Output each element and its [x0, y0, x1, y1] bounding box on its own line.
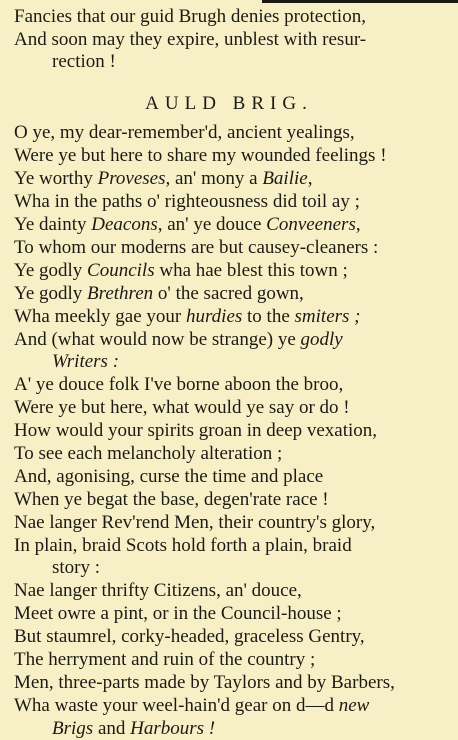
text-segment: Nae langer Rev'rend Men, their country's glory,: [14, 512, 376, 533]
text-segment: And (what would now be strange) ye: [14, 329, 301, 350]
top-line-2: And soon may they expire, unblest with resur-: [14, 29, 367, 50]
italic-segment: hurdies: [185, 306, 243, 327]
text-segment: , an' ye douce: [157, 214, 267, 235]
poem-line: [14, 489, 329, 511]
top-rule: [262, 0, 458, 3]
text-segment: But staumrel, corky-headed, graceless Gentry,: [14, 626, 365, 647]
text-segment: ,: [307, 168, 313, 189]
poem-line: [52, 351, 119, 373]
poem-line: [14, 122, 355, 144]
poem-line: [14, 397, 350, 419]
italic-segment: Writers :: [52, 351, 120, 372]
italic-segment: Brethren: [87, 283, 154, 304]
top-line-1: Fancies that our guid Brugh denies protection,: [14, 6, 366, 27]
top-line-3: rection !: [52, 51, 116, 72]
text-segment: to the: [242, 306, 295, 327]
poem-line: [52, 557, 100, 579]
poem-line: [14, 580, 302, 602]
poem-line: [14, 626, 365, 648]
italic-segment: Bailie: [262, 168, 308, 189]
poem-line: [14, 283, 304, 305]
poem-line: [14, 420, 377, 442]
italic-segment: Proveses: [97, 168, 166, 189]
text-segment: Ye worthy: [14, 168, 98, 189]
text-segment: Were ye but here to share my wounded feelings !: [14, 145, 387, 166]
italic-segment: godly: [300, 329, 343, 350]
poem-line: [14, 535, 352, 557]
poem-line: [14, 260, 348, 282]
text-segment: Were ye but here, what would ye say or do !: [14, 397, 350, 418]
italic-segment: Councils: [87, 260, 155, 281]
text-segment: Meet owre a pint, or in the Council-house ;: [14, 603, 342, 624]
text-segment: In plain, braid Scots hold forth a plain, braid: [14, 535, 352, 556]
text-segment: o' the sacred gown,: [153, 283, 304, 304]
text-segment: Wha waste your weel-hain'd gear on d—d: [14, 695, 339, 716]
text-segment: To whom our moderns are but causey-cleaners :: [14, 237, 379, 258]
poem-line: [14, 191, 360, 213]
section-heading: AULD BRIG.: [145, 93, 313, 114]
text-segment: Ye godly: [14, 260, 88, 281]
text-segment: A' ye douce folk I've borne aboon the broo,: [14, 374, 344, 395]
poem-line: [14, 306, 361, 328]
text-segment: To see each melancholy alteration ;: [14, 443, 283, 464]
poem-line: [14, 374, 343, 396]
poem-line: [14, 168, 312, 190]
poem-line: [14, 466, 323, 488]
italic-segment: Deacons: [91, 214, 158, 235]
text-segment: wha hae blest this town ;: [154, 260, 348, 281]
text-segment: Men, three-parts made by Taylors and by Barbers,: [14, 672, 395, 693]
poem-line: [14, 145, 387, 167]
poem-line: [14, 329, 343, 351]
italic-segment: smiters ;: [294, 306, 361, 327]
text-segment: When ye begat the base, degen'rate race !: [14, 489, 329, 510]
poem-line: [14, 695, 369, 717]
poem-line: [52, 718, 215, 740]
poem-line: [14, 603, 342, 625]
text-segment: ,: [355, 214, 361, 235]
poem-line: [14, 672, 395, 694]
text-segment: Wha meekly gae your: [14, 306, 186, 327]
poem-line: [14, 237, 378, 259]
italic-segment: new: [338, 695, 370, 716]
italic-segment: Brigs: [52, 718, 94, 739]
text-segment: How would your spirits groan in deep vexation,: [14, 420, 378, 441]
text-segment: story :: [52, 557, 101, 578]
poem-line: [14, 214, 361, 236]
text-segment: And, agonising, curse the time and place: [14, 466, 324, 487]
italic-segment: Harbours !: [130, 718, 216, 739]
poem-line: [14, 512, 375, 534]
text-segment: O ye, my dear-remember'd, ancient yealings,: [14, 122, 355, 143]
poem-line: [14, 649, 315, 671]
text-segment: The herryment and ruin of the country ;: [14, 649, 316, 670]
text-segment: Ye godly: [14, 283, 88, 304]
text-segment: Ye dainty: [14, 214, 92, 235]
italic-segment: Conveeners: [266, 214, 356, 235]
poem-line: [14, 443, 282, 465]
text-segment: Wha in the paths o' righteousness did toil ay ;: [14, 191, 360, 212]
text-segment: , an' mony a: [165, 168, 263, 189]
text-segment: Nae langer thrifty Citizens, an' douce,: [14, 580, 302, 601]
text-segment: and: [93, 718, 131, 739]
